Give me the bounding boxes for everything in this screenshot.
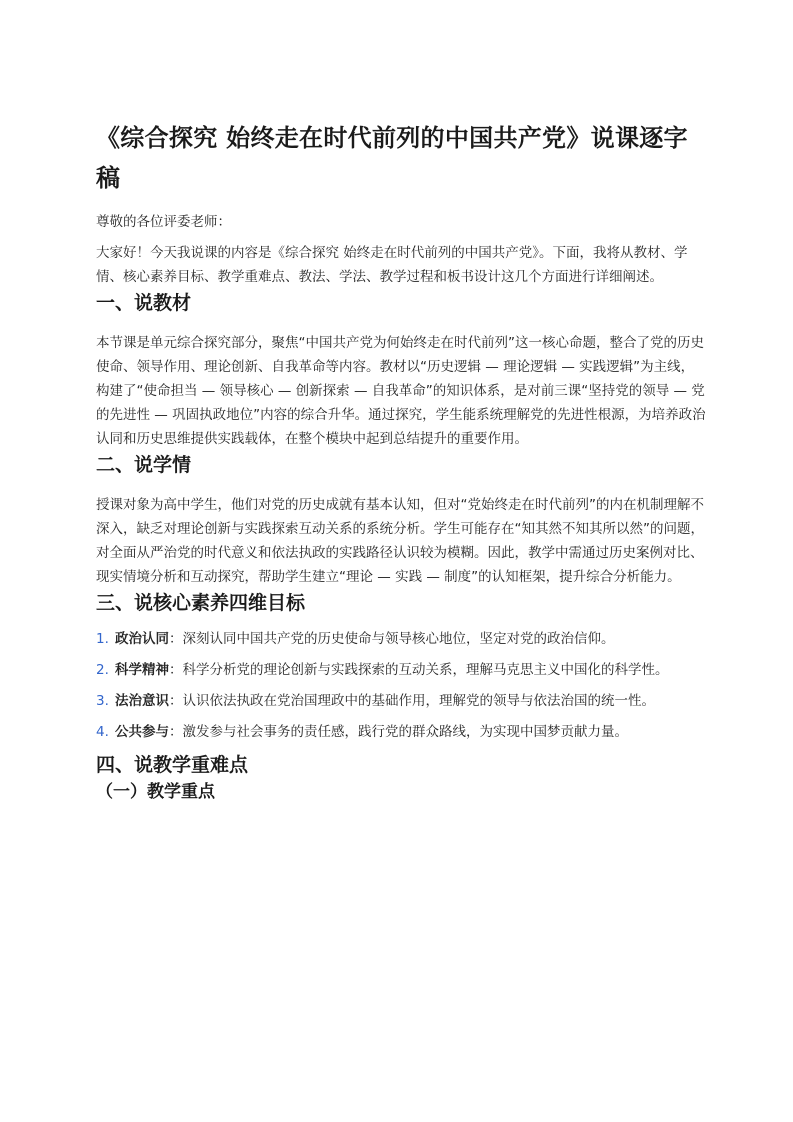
section-heading-difficulties: 四、说教学重难点: [96, 754, 249, 776]
intro-paragraph: 大家好！今天我说课的内容是《综合探究 始终走在时代前列的中国共产党》。下面，我将从教材、学情、核心素养目标、教学重难点、教法、学法、教学过程和板书设计这几个方面进行详细阐述。: [96, 245, 688, 285]
section-heading-textbook: 一、说教材: [96, 292, 192, 314]
greeting: 尊敬的各位评委老师：: [96, 214, 231, 230]
goal-term: 科学精神: [115, 662, 169, 678]
document-title: 《综合探究 始终走在时代前列的中国共产党》说课逐字稿: [96, 124, 688, 192]
list-number: 2.: [96, 662, 109, 678]
goal-separator: ：: [169, 693, 183, 709]
goal-term: 公共参与: [115, 724, 169, 740]
subsection-heading-key-points: （一）教学重点: [96, 782, 215, 802]
list-item: [96, 720, 706, 744]
textbook-paragraph: 本节课是单元综合探究部分，聚焦“中国共产党为何始终走在时代前列”这一核心命题，整合了党的历史使命、领导作用、理论创新、自我革命等内容。教材以“历史逻辑 — 理论逻辑 — 实践逻辑”为主线，构建了“使命担当 — 领导核心 — 创新探索 — 自我革命”的知识体系，是对前三课“坚持党的领导 — 党的先进性 — 巩固执政地位”内容的综合升华。通过探究，学生能系统理解党的先进性根源，为培养政治认同和历史思维提供实践载体，在整个模块中起到总结提升的重要作用。: [96, 335, 706, 447]
goal-text: 科学分析党的理论创新与实践探索的互动关系，理解马克思主义中国化的科学性。: [182, 662, 669, 678]
goals-list: [96, 627, 706, 744]
goal-text: 认识依法执政在党治国理政中的基础作用，理解党的领导与依法治国的统一性。: [182, 693, 655, 709]
goal-separator: ：: [169, 662, 183, 678]
list-item: [96, 658, 706, 682]
goal-term: 政治认同: [115, 631, 169, 647]
section-heading-students: 二、说学情: [96, 454, 192, 476]
list-item: [96, 627, 706, 651]
section-heading-goals: 三、说核心素养四维目标: [96, 592, 306, 614]
document-page: [96, 118, 706, 805]
list-number: 3.: [96, 693, 109, 709]
goal-text: 深刻认同中国共产党的历史使命与领导核心地位，坚定对党的政治信仰。: [182, 631, 615, 647]
goal-separator: ：: [169, 631, 183, 647]
list-number: 4.: [96, 724, 109, 740]
students-paragraph: 授课对象为高中学生，他们对党的历史成就有基本认知，但对“党始终走在时代前列”的内在机制理解不深入，缺乏对理论创新与实践探索互动关系的系统分析。学生可能存在“知其然不知其所以然”的问题，对全面从严治党的时代意义和依法执政的实践路径认识较为模糊。因此，教学中需通过历史案例对比、现实情境分析和互动探究，帮助学生建立“理论 — 实践 — 制度”的认知框架，提升综合分析能力。: [96, 497, 704, 585]
goal-separator: ：: [169, 724, 183, 740]
goal-text: 激发参与社会事务的责任感，践行党的群众路线，为实现中国梦贡献力量。: [182, 724, 628, 740]
list-number: 1.: [96, 631, 109, 647]
list-item: [96, 689, 706, 713]
goal-term: 法治意识: [115, 693, 169, 709]
